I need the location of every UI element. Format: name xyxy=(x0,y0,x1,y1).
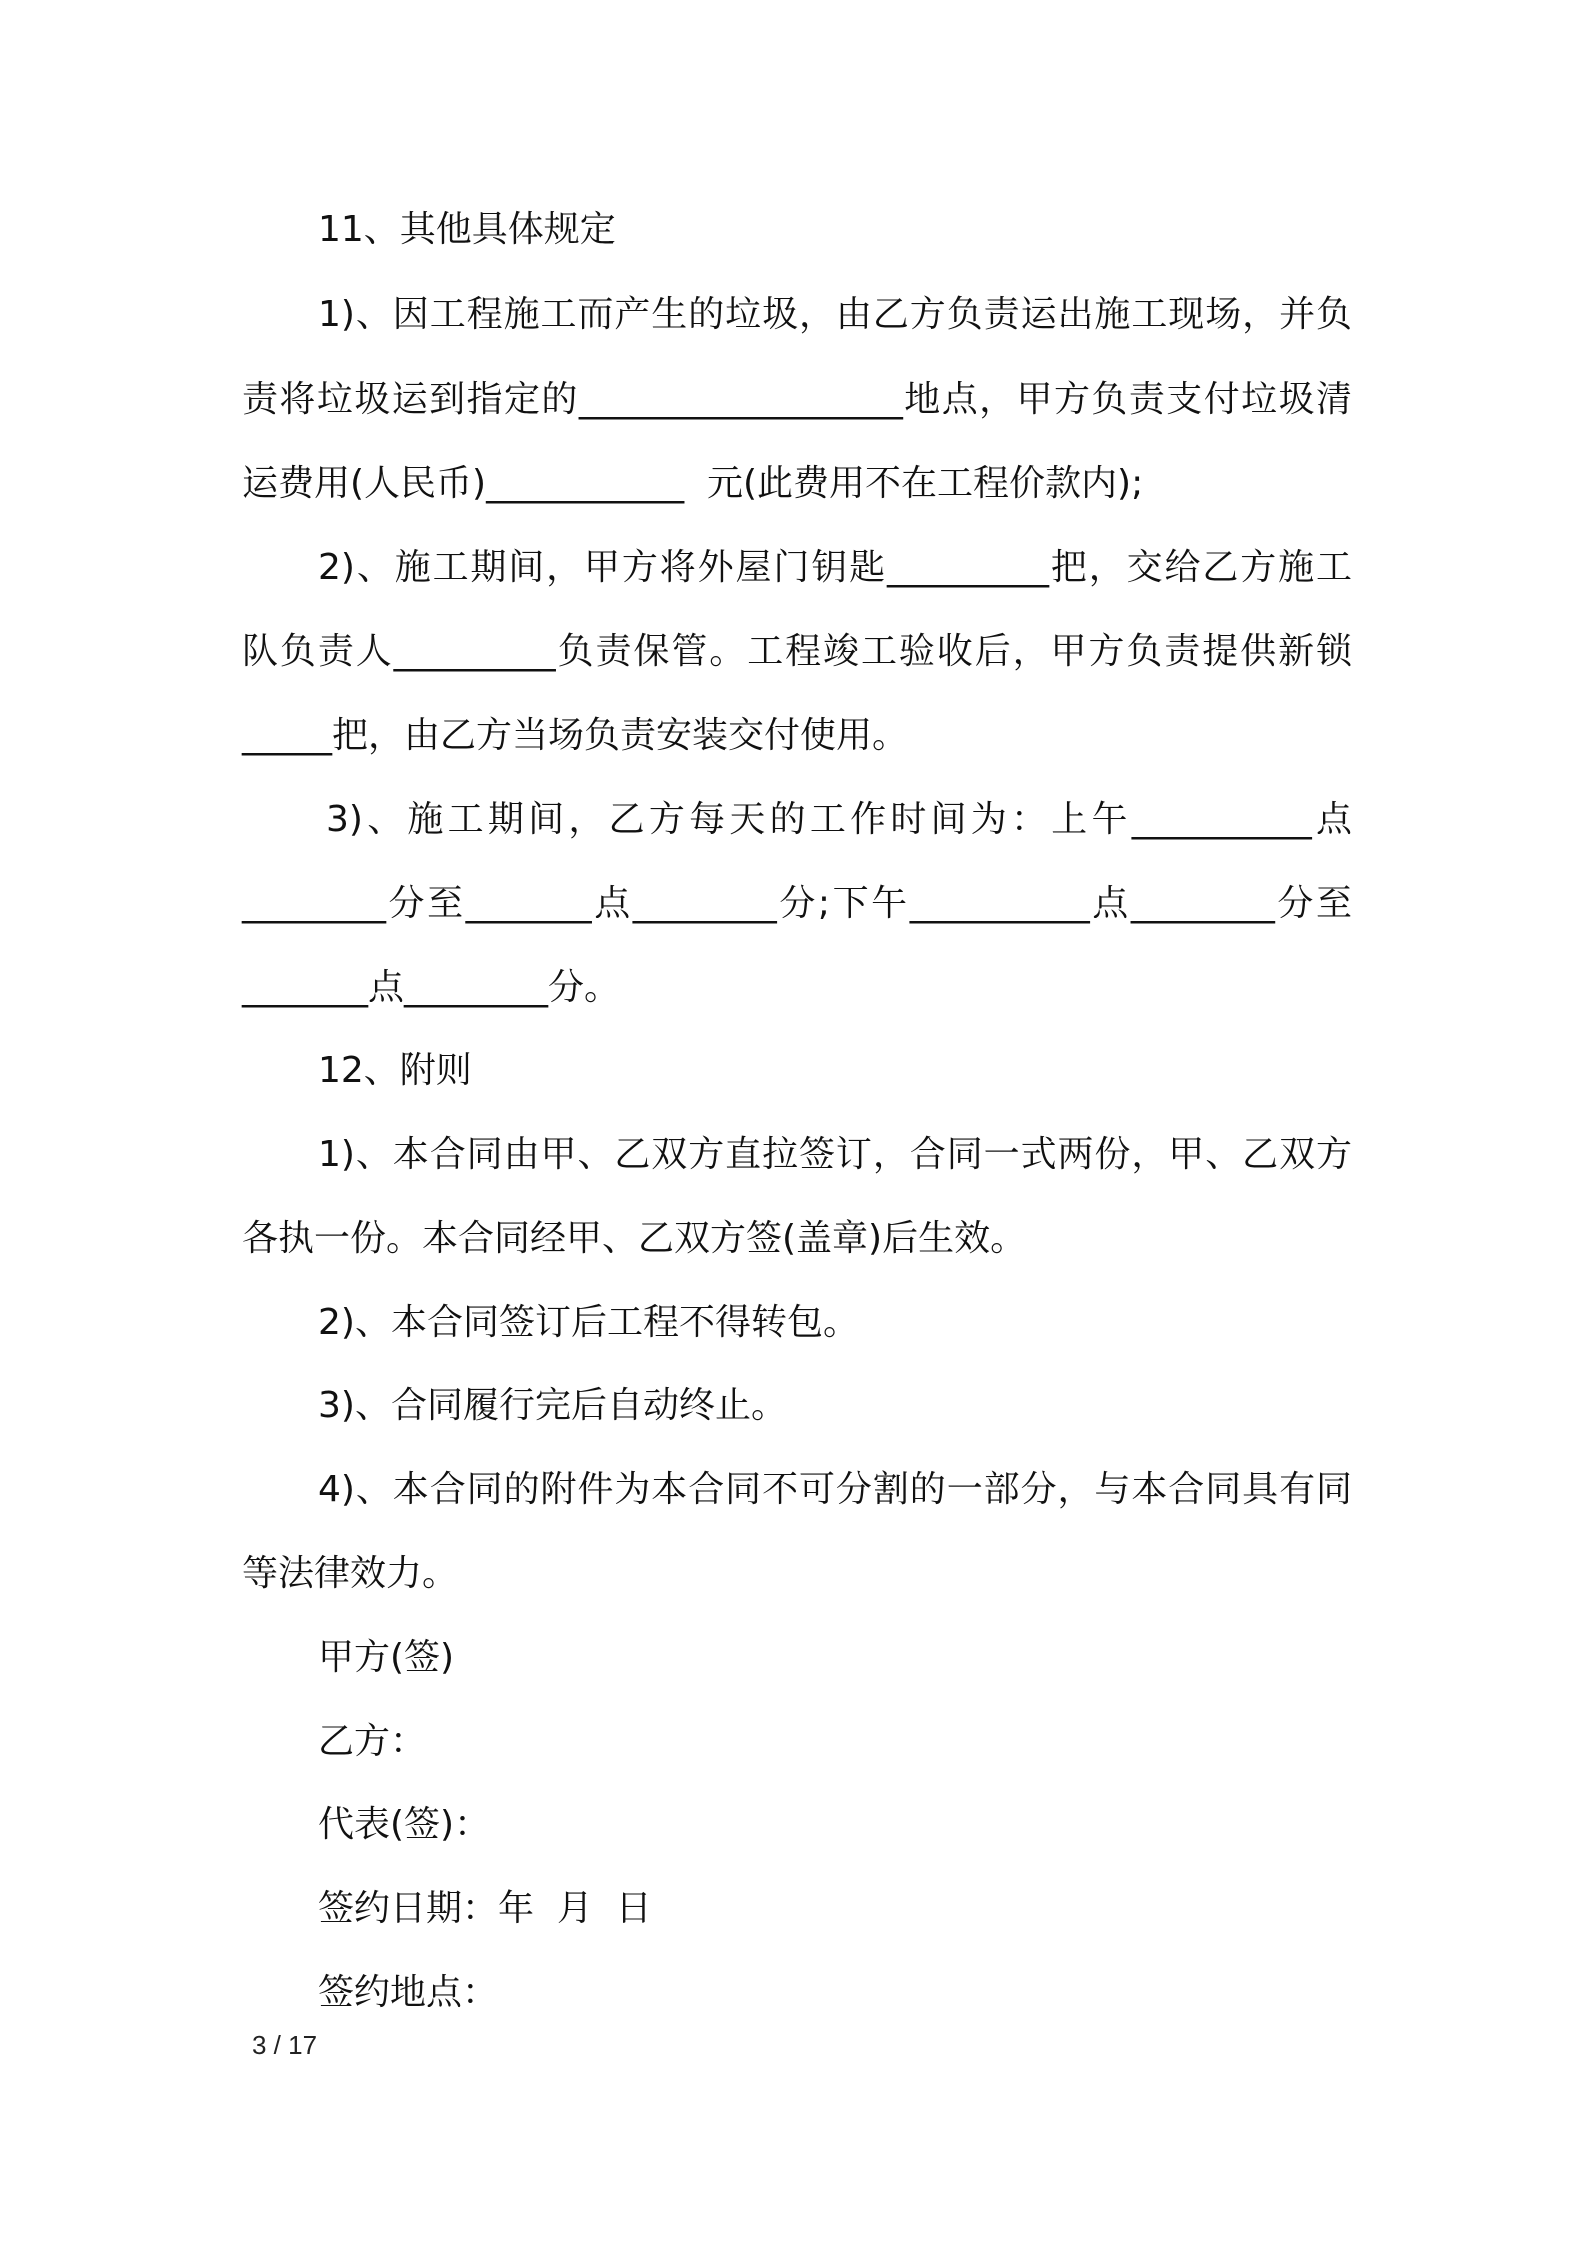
signature-party-a: 甲方(签) xyxy=(318,1637,455,1678)
paragraph-line: 3)、施工期间，乙方每天的工作时间为：上午__________点 xyxy=(326,799,1352,840)
section-heading-11: 11、其他具体规定 xyxy=(318,209,616,250)
paragraph-line: 各执一份。本合同经甲、乙双方签(盖章)后生效。 xyxy=(242,1218,1027,1259)
paragraph-line: 运费用(人民币)___________ 元(此费用不在工程价款内); xyxy=(242,463,1144,504)
paragraph-line: 1)、因工程施工而产生的垃圾，由乙方负责运出施工现场，并负 xyxy=(318,294,1352,335)
paragraph-line: 2)、本合同签订后工程不得转包。 xyxy=(318,1302,859,1343)
paragraph-line: 等法律效力。 xyxy=(242,1553,459,1594)
paragraph-line: 4)、本合同的附件为本合同不可分割的一部分，与本合同具有同 xyxy=(318,1469,1352,1510)
paragraph-line: ________分至_______点________分;下午__________点________分至 xyxy=(242,883,1352,924)
section-heading-12: 12、附则 xyxy=(318,1050,472,1091)
page-number: 3 / 17 xyxy=(252,2030,318,2060)
paragraph-line: _______点________分。 xyxy=(242,967,621,1008)
signing-date: 签约日期：年 月 日 xyxy=(318,1888,652,1929)
paragraph-line: 2)、施工期间，甲方将外屋门钥匙_________把，交给乙方施工 xyxy=(318,547,1352,588)
paragraph-line: 3)、合同履行完后自动终止。 xyxy=(318,1385,787,1426)
paragraph-line: 责将垃圾运到指定的__________________地点，甲方负责支付垃圾清 xyxy=(242,379,1352,420)
signing-place: 签约地点： xyxy=(318,1972,499,2013)
paragraph-line: 队负责人_________负责保管。工程竣工验收后，甲方负责提供新锁 xyxy=(242,631,1352,672)
paragraph-line: _____把，由乙方当场负责安装交付使用。 xyxy=(242,715,909,756)
signature-representative: 代表(签)： xyxy=(318,1804,491,1845)
signature-party-b: 乙方： xyxy=(318,1721,427,1762)
paragraph-line: 1)、本合同由甲、乙双方直拉签订，合同一式两份，甲、乙双方 xyxy=(318,1134,1352,1175)
